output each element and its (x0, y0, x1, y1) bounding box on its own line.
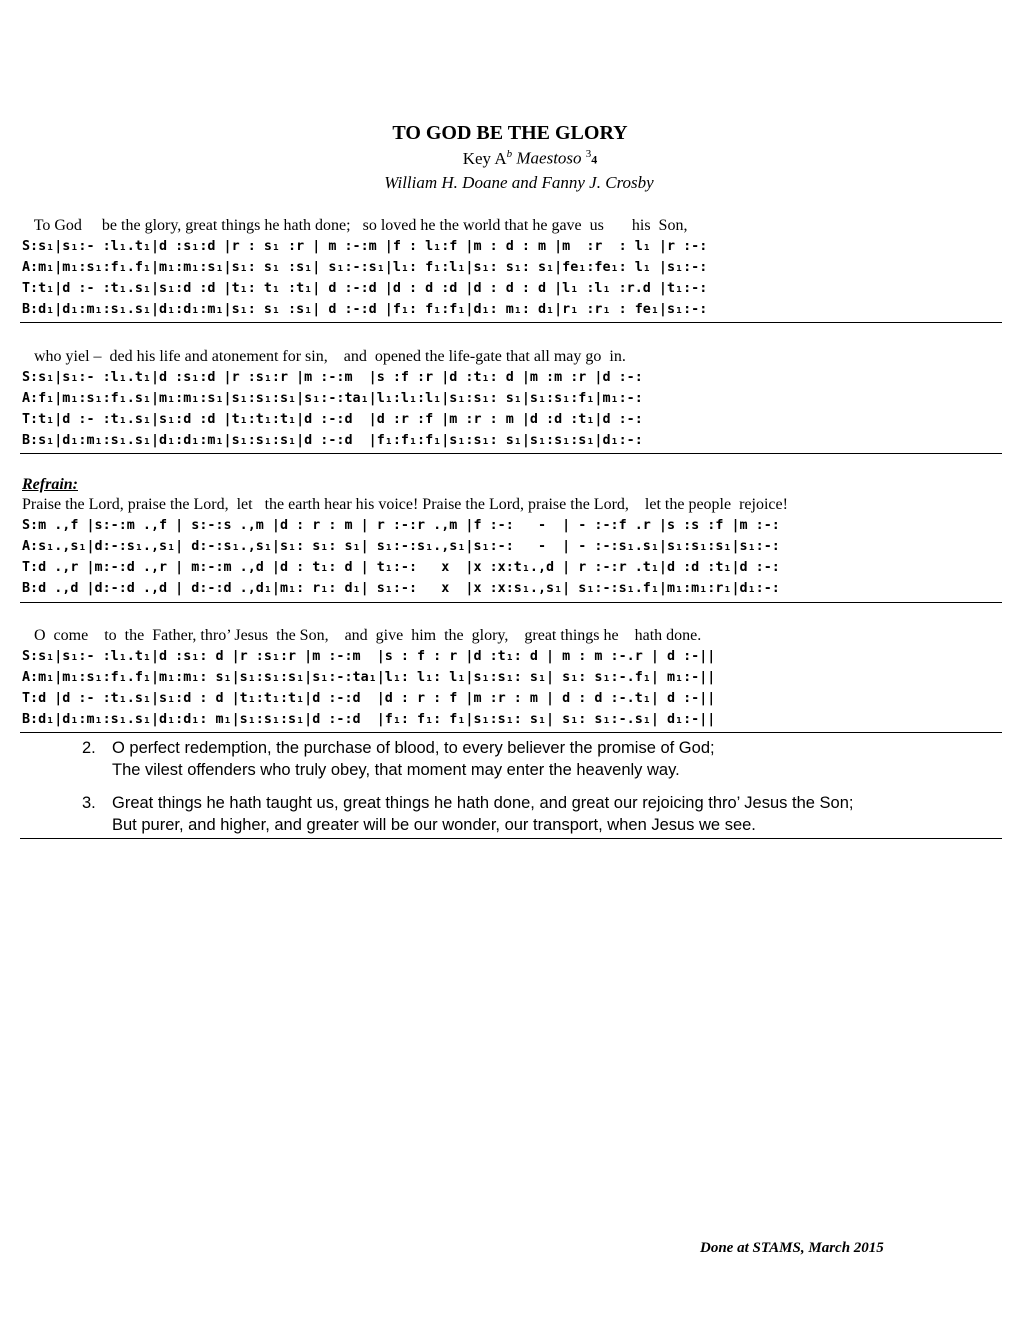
lyric-line: O come to the Father, thro’ Jesus the Son, and give him the glory, great things he hath done. (22, 627, 702, 644)
divider (20, 602, 1002, 603)
divider (20, 322, 1002, 323)
verse-number: 2. (82, 739, 96, 757)
lyric-line: who yiel – ded his life and atonement for sin, and opened the life-gate that all may go in. (22, 348, 626, 365)
alto-line: A:m₁|m₁:s₁:f₁.f₁|m₁:m₁:s₁|s₁: s₁ :s₁| s₁:-:s₁|l₁: f₁:l₁|s₁: s₁: s₁|fe₁:fe₁: l₁ |s₁:-: (22, 260, 708, 275)
bass-line: B:s₁|d₁:m₁:s₁.s₁|d₁:d₁:m₁|s₁:s₁:s₁|d :-:d |f₁:f₁:f₁|s₁:s₁: s₁|s₁:s₁:s₁|d₁:-: (22, 433, 643, 448)
bass-line: B:d .,d |d:-:d .,d | d:-:d .,d₁|m₁: r₁: d₁| s₁:-: x |x :x:s₁.,s₁| s₁:-:s₁.f₁|m₁:m₁:r₁|d₁:-: (22, 581, 780, 596)
verse-line: The vilest offenders who truly obey, that moment may enter the heavenly way. (112, 761, 680, 779)
verse-line: Great things he hath taught us, great things he hath done, and great our rejoicing thro’ Jesus the Son; (112, 794, 854, 812)
tenor-line: T:d .,r |m:-:d .,r | m:-:m .,d |d : t₁: d | t₁:-: x |x :x:t₁.,d | r :-:r .t₁|d :d :t₁|d :-: (22, 560, 780, 575)
time-signature-bottom: 4 (591, 152, 598, 167)
verse-line: O perfect redemption, the purchase of blood, to every believer the promise of God; (112, 739, 715, 757)
soprano-line: S:s₁|s₁:- :l₁.t₁|d :s₁:d |r : s₁ :r | m :-:m |f : l₁:f |m : d : m |m :r : l₁ |r :-: (22, 239, 708, 254)
lyric-line: To God be the glory, great things he hath done; so loved he the world that he gave us his Son, (22, 217, 688, 234)
system-4 (22, 626, 1002, 730)
system-3-refrain (22, 475, 1002, 599)
divider (20, 838, 1002, 839)
bass-line: B:d₁|d₁:m₁:s₁.s₁|d₁:d₁: m₁|s₁:s₁:s₁|d :-:d |f₁: f₁: f₁|s₁:s₁: s₁| s₁: s₁:-.s₁| d₁:-|| (22, 712, 716, 727)
soprano-line: S:m .,f |s:-:m .,f | s:-:s .,m |d : r : m | r :-:r .,m |f :-: - | - :-:f .r |s :s :f |m :-: (22, 518, 780, 533)
hymn-title: TO GOD BE THE GLORY (392, 122, 628, 144)
bass-line: B:d₁|d₁:m₁:s₁.s₁|d₁:d₁:m₁|s₁: s₁ :s₁| d :-:d |f₁: f₁:f₁|d₁: m₁: d₁|r₁ :r₁ : fe₁|s₁:-: (22, 302, 708, 317)
verse-2 (82, 737, 1002, 781)
lyric-line: Praise the Lord, praise the Lord, let the earth hear his voice! Praise the Lord, praise the Lord, let the people rejoice! (22, 496, 788, 513)
soprano-line: S:s₁|s₁:- :l₁.t₁|d :s₁:d |r :s₁:r |m :-:m |s :f :r |d :t₁: d |m :m :r |d :-: (22, 370, 643, 385)
time-signature-top: 3 (585, 148, 592, 160)
alto-line: A:s₁.,s₁|d:-:s₁.,s₁| d:-:s₁.,s₁|s₁: s₁: s₁| s₁:-:s₁.,s₁|s₁:-: - | - :-:s₁.s₁|s₁:s₁:s₁|s₁:-: (22, 539, 780, 554)
verse-3 (82, 792, 1002, 836)
tempo-marking: Maestoso (516, 148, 582, 168)
authors-credit: William H. Doane and Fanny J. Crosby (384, 173, 654, 192)
verse-number: 3. (82, 794, 96, 812)
tenor-line: T:t₁|d :- :t₁.s₁|s₁:d :d |t₁:t₁:t₁|d :-:d |d :r :f |m :r : m |d :d :t₁|d :-: (22, 412, 643, 427)
refrain-label: Refrain: (22, 476, 78, 493)
key-line (0, 148, 1020, 169)
verse-line: But purer, and higher, and greater will be our wonder, our transport, when Jesus we see. (112, 816, 756, 834)
divider (20, 732, 1002, 733)
divider (20, 453, 1002, 454)
alto-line: A:f₁|m₁:s₁:f₁.s₁|m₁:m₁:s₁|s₁:s₁:s₁|s₁:-:ta₁|l₁:l₁:l₁|s₁:s₁: s₁|s₁:s₁:f₁|m₁:-: (22, 391, 643, 406)
key-flat: b (506, 148, 513, 160)
footer-credit: Done at STAMS, March 2015 (700, 1240, 884, 1256)
tenor-line: T:d |d :- :t₁.s₁|s₁:d : d |t₁:t₁:t₁|d :-:d |d : r : f |m :r : m | d : d :-.t₁| d :-|| (22, 691, 716, 706)
system-1 (22, 216, 1002, 320)
soprano-line: S:s₁|s₁:- :l₁.t₁|d :s₁: d |r :s₁:r |m :-:m |s : f : r |d :t₁: d | m : m :-.r | d :-|| (22, 649, 716, 664)
system-2 (22, 347, 1002, 451)
key-name: Key A (462, 148, 507, 168)
tenor-line: T:t₁|d :- :t₁.s₁|s₁:d :d |t₁: t₁ :t₁| d :-:d |d : d :d |d : d : d |l₁ :l₁ :r.d |t₁:-: (22, 281, 708, 296)
alto-line: A:m₁|m₁:s₁:f₁.f₁|m₁:m₁: s₁|s₁:s₁:s₁|s₁:-:ta₁|l₁: l₁: l₁|s₁:s₁: s₁| s₁: s₁:-.f₁| m₁:-|| (22, 670, 716, 685)
